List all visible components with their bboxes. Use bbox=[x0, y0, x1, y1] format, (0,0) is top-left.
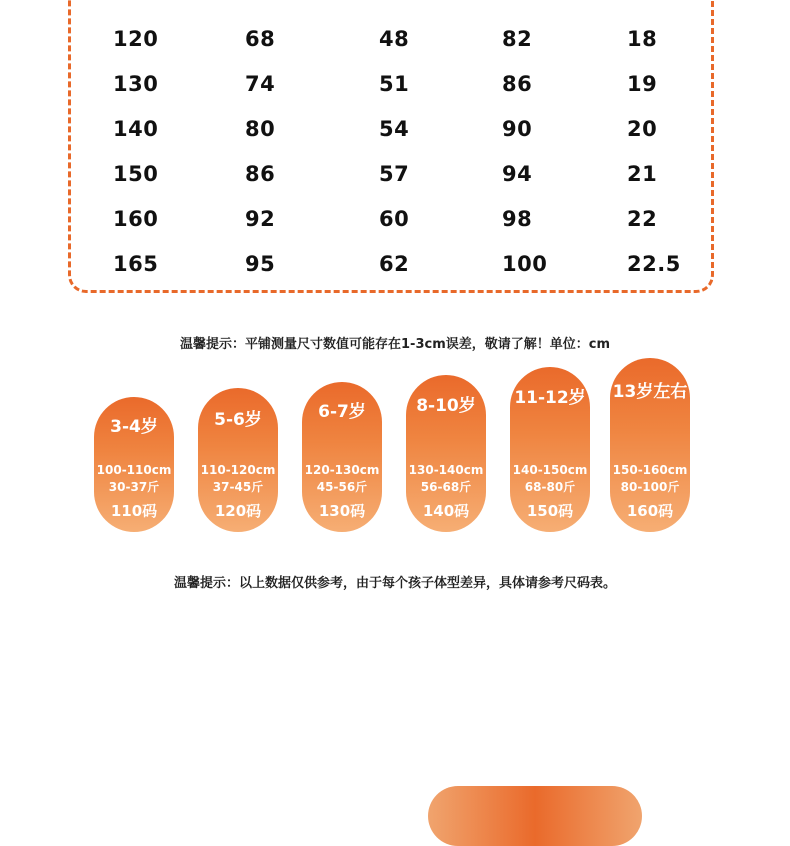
next-section-banner bbox=[428, 786, 642, 846]
table-cell: 19 bbox=[627, 72, 658, 96]
capsule-weight: 68-80斤 bbox=[524, 480, 576, 494]
table-cell: 18 bbox=[627, 27, 658, 51]
table-row bbox=[71, 115, 711, 160]
table-cell: 54 bbox=[379, 117, 410, 141]
capsule-age: 13岁左右 bbox=[612, 382, 688, 402]
size-table bbox=[68, 0, 714, 293]
table-cell: 80 bbox=[245, 117, 276, 141]
size-capsule-160 bbox=[610, 358, 690, 532]
table-cell: 140 bbox=[113, 117, 159, 141]
table-row bbox=[71, 250, 711, 295]
table-cell: 68 bbox=[245, 27, 276, 51]
capsule-size: 160码 bbox=[626, 502, 674, 520]
table-cell: 21 bbox=[627, 162, 658, 186]
table-cell: 86 bbox=[245, 162, 276, 186]
capsule-height: 110-120cm bbox=[200, 463, 276, 477]
capsule-age: 6-7岁 bbox=[318, 402, 366, 422]
capsule-height: 150-160cm bbox=[612, 463, 688, 477]
size-capsule-150 bbox=[510, 367, 590, 532]
table-cell: 92 bbox=[245, 207, 276, 231]
size-capsule-110 bbox=[94, 397, 174, 532]
table-row bbox=[71, 70, 711, 115]
capsule-age: 11-12岁 bbox=[514, 388, 586, 408]
size-capsule-120 bbox=[198, 388, 278, 532]
reference-tip: 温馨提示：以上数据仅供参考，由于每个孩子体型差异，具体请参考尺码表。 bbox=[173, 576, 616, 591]
table-cell: 98 bbox=[502, 207, 533, 231]
table-cell: 22 bbox=[627, 207, 658, 231]
table-cell: 62 bbox=[379, 252, 410, 276]
table-cell: 51 bbox=[379, 72, 410, 96]
capsule-size: 130码 bbox=[318, 502, 366, 520]
table-cell: 150 bbox=[113, 162, 159, 186]
capsule-age: 8-10岁 bbox=[416, 396, 476, 416]
size-capsule-140 bbox=[406, 375, 486, 532]
capsule-weight: 80-100斤 bbox=[620, 480, 680, 494]
table-row bbox=[71, 205, 711, 250]
capsule-height: 140-150cm bbox=[512, 463, 588, 477]
table-cell: 22.5 bbox=[627, 252, 681, 276]
measurement-tip: 温馨提示：平铺测量尺寸数值可能存在1-3cm误差，敬请了解！单位：cm bbox=[180, 337, 610, 352]
table-cell: 120 bbox=[113, 27, 159, 51]
table-row bbox=[71, 160, 711, 205]
table-cell: 57 bbox=[379, 162, 410, 186]
table-cell: 82 bbox=[502, 27, 533, 51]
capsule-size: 110码 bbox=[110, 502, 158, 520]
table-row bbox=[71, 25, 711, 70]
table-cell: 86 bbox=[502, 72, 533, 96]
capsule-size: 120码 bbox=[214, 502, 262, 520]
capsule-size: 140码 bbox=[422, 502, 470, 520]
capsule-weight: 37-45斤 bbox=[212, 480, 264, 494]
table-cell: 74 bbox=[245, 72, 276, 96]
capsule-age: 5-6岁 bbox=[214, 410, 262, 430]
capsule-size: 150码 bbox=[526, 502, 574, 520]
table-cell: 100 bbox=[502, 252, 548, 276]
capsule-height: 100-110cm bbox=[96, 463, 172, 477]
size-capsule-130 bbox=[302, 382, 382, 532]
capsule-age: 3-4岁 bbox=[110, 417, 158, 437]
table-cell: 94 bbox=[502, 162, 533, 186]
capsule-weight: 45-56斤 bbox=[316, 480, 368, 494]
table-cell: 20 bbox=[627, 117, 658, 141]
capsule-weight: 30-37斤 bbox=[108, 480, 160, 494]
table-cell: 60 bbox=[379, 207, 410, 231]
capsule-height: 120-130cm bbox=[304, 463, 380, 477]
table-cell: 48 bbox=[379, 27, 410, 51]
table-cell: 165 bbox=[113, 252, 159, 276]
table-cell: 130 bbox=[113, 72, 159, 96]
table-cell: 90 bbox=[502, 117, 533, 141]
table-cell: 160 bbox=[113, 207, 159, 231]
table-cell: 95 bbox=[245, 252, 276, 276]
capsule-height: 130-140cm bbox=[408, 463, 484, 477]
capsule-weight: 56-68斤 bbox=[420, 480, 472, 494]
